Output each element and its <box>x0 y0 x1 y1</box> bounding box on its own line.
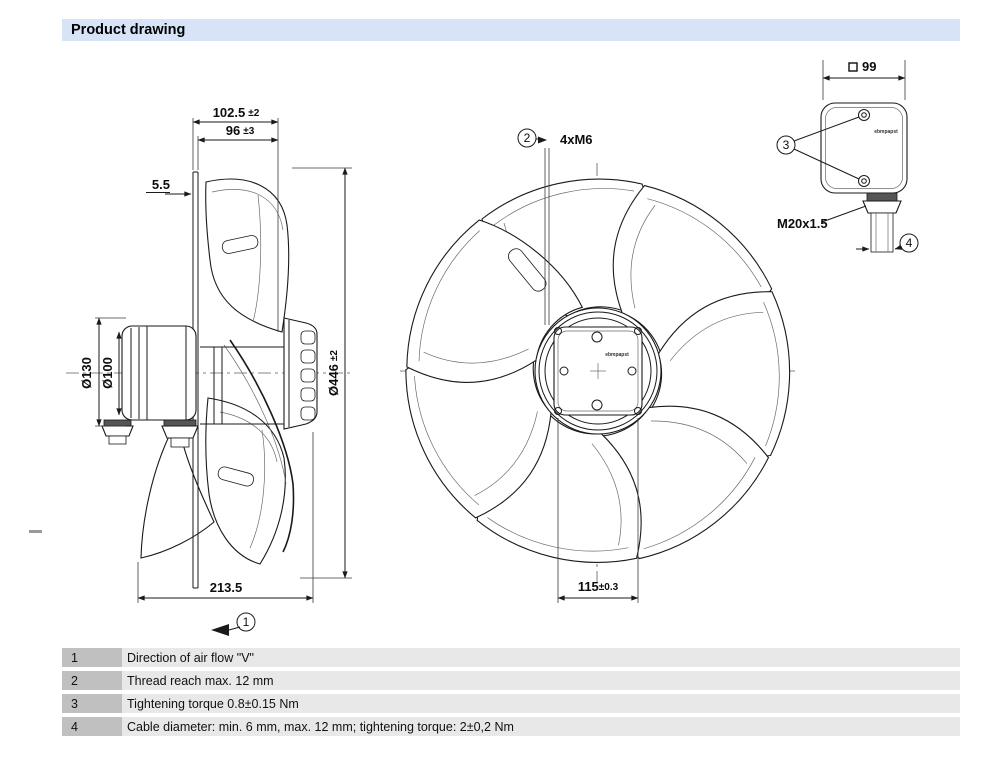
leader-arrow-icon <box>538 137 547 144</box>
box-cable-gland <box>863 193 901 252</box>
legend-row <box>62 717 960 736</box>
legend-row <box>62 694 960 713</box>
legend-row-text: Cable diameter: min. 6 mm, max. 12 mm; tightening torque: 2±0,2 Nm <box>122 717 960 736</box>
brand-logo: ebmpapst <box>605 352 629 358</box>
side-rotor <box>284 318 317 429</box>
legend-row <box>62 648 960 667</box>
side-cable-gland-left <box>102 420 133 444</box>
svg-text:99: 99 <box>862 59 877 74</box>
svg-text:Ø100: Ø100 <box>100 357 115 389</box>
gland-thread-label: M20x1.5 <box>777 216 828 231</box>
svg-text:4: 4 <box>905 236 913 250</box>
page-title: Product drawing <box>71 22 186 38</box>
legend-row-text: Tightening torque 0.8±0.15 Nm <box>122 694 960 713</box>
terminal-box-view <box>777 59 918 252</box>
legend-row-number: 3 <box>62 694 122 713</box>
terminal-box <box>821 103 907 193</box>
front-hub <box>535 308 661 434</box>
legend-row-number: 2 <box>62 671 122 690</box>
legend-row-text: Direction of air flow "V" <box>122 648 960 667</box>
svg-text:102.5±2: 102.5 ±2 <box>212 105 260 120</box>
side-blade-upper <box>206 179 289 332</box>
callout-airflow-direction <box>211 613 255 636</box>
dim-depth-motor <box>198 123 278 170</box>
svg-text:96±3: 96 ±3 <box>225 123 255 138</box>
gland-thread-label-group <box>777 206 866 231</box>
legend-row-text: Thread reach max. 12 mm <box>122 671 960 690</box>
front-view <box>376 129 811 603</box>
square-symbol-icon <box>849 63 857 71</box>
legend-row-number: 1 <box>62 648 122 667</box>
legend-table <box>62 648 960 740</box>
side-blade-lower-left <box>141 430 214 558</box>
svg-text:5.5: 5.5 <box>151 177 170 192</box>
side-view <box>66 105 354 636</box>
svg-text:3: 3 <box>782 138 790 152</box>
airflow-arrow-icon <box>211 624 229 636</box>
svg-text:213.5: 213.5 <box>209 580 243 595</box>
dim-plate-offset <box>146 177 191 194</box>
svg-text:1: 1 <box>242 615 250 629</box>
brand-logo: ebmpapst <box>874 129 898 135</box>
svg-text:Ø130: Ø130 <box>79 357 94 389</box>
svg-text:Ø446±2: Ø446±2 <box>326 350 341 396</box>
side-motor <box>102 326 198 447</box>
side-blade-lower <box>206 398 285 564</box>
svg-text:2: 2 <box>523 131 531 145</box>
legend-row-number: 4 <box>62 717 122 736</box>
mounting-holes-label: 4xM6 <box>560 132 593 147</box>
dim-flange-diameter <box>100 332 119 415</box>
svg-text:115±0.3: 115±0.3 <box>577 579 619 594</box>
legend-row <box>62 671 960 690</box>
dim-box-size <box>823 59 905 100</box>
